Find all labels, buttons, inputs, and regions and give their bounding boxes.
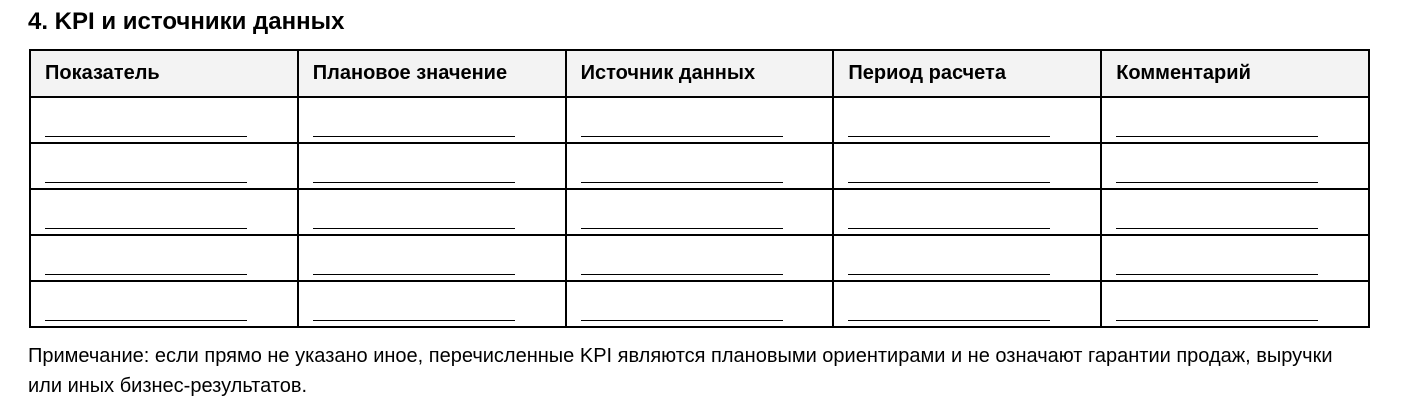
disclaimer-note: Примечание: если прямо не указано иное, перечисленные KPI являются плановыми ориентирами и не означают гарантии продаж, выручки или иных бизнес-результатов.	[28, 345, 1333, 397]
fill-in-blank[interactable]	[848, 248, 1050, 275]
fill-in-blank[interactable]	[848, 294, 1050, 321]
table-cell[interactable]	[298, 281, 566, 327]
fill-in-blank[interactable]	[313, 110, 515, 137]
header-comment: Комментарий	[1101, 50, 1369, 97]
table-cell[interactable]	[833, 281, 1101, 327]
table-cell[interactable]	[833, 235, 1101, 281]
fill-in-blank[interactable]	[313, 248, 515, 275]
table-row	[30, 235, 1369, 281]
table-cell[interactable]	[30, 189, 298, 235]
fill-in-blank[interactable]	[45, 110, 247, 137]
fill-in-blank[interactable]	[581, 156, 783, 183]
table-cell[interactable]	[30, 281, 298, 327]
table-cell[interactable]	[298, 235, 566, 281]
table-cell[interactable]	[566, 189, 834, 235]
fill-in-blank[interactable]	[1116, 202, 1318, 229]
kpi-table	[29, 49, 1370, 328]
fill-in-blank[interactable]	[1116, 248, 1318, 275]
table-cell[interactable]	[1101, 235, 1369, 281]
fill-in-blank[interactable]	[313, 294, 515, 321]
header-planned-value: Плановое значение	[298, 50, 566, 97]
table-cell[interactable]	[298, 97, 566, 143]
table-cell[interactable]	[566, 235, 834, 281]
table-cell[interactable]	[298, 189, 566, 235]
fill-in-blank[interactable]	[581, 248, 783, 275]
table-cell[interactable]	[833, 189, 1101, 235]
fill-in-blank[interactable]	[45, 202, 247, 229]
fill-in-blank[interactable]	[45, 294, 247, 321]
table-row	[30, 189, 1369, 235]
section-title: 4. KPI и источники данных	[28, 8, 345, 35]
table-row	[30, 97, 1369, 143]
fill-in-blank[interactable]	[848, 110, 1050, 137]
table-cell[interactable]	[1101, 281, 1369, 327]
table-cell[interactable]	[566, 281, 834, 327]
fill-in-blank[interactable]	[581, 202, 783, 229]
table-row	[30, 143, 1369, 189]
table-header-row	[30, 50, 1369, 97]
table-cell[interactable]	[833, 143, 1101, 189]
fill-in-blank[interactable]	[581, 294, 783, 321]
fill-in-blank[interactable]	[45, 156, 247, 183]
table-cell[interactable]	[298, 143, 566, 189]
table-cell[interactable]	[30, 143, 298, 189]
fill-in-blank[interactable]	[45, 248, 247, 275]
table-cell[interactable]	[30, 235, 298, 281]
fill-in-blank[interactable]	[313, 156, 515, 183]
header-data-source: Источник данных	[566, 50, 834, 97]
table-cell[interactable]	[1101, 189, 1369, 235]
fill-in-blank[interactable]	[1116, 294, 1318, 321]
table-cell[interactable]	[566, 97, 834, 143]
fill-in-blank[interactable]	[848, 156, 1050, 183]
table-row	[30, 281, 1369, 327]
fill-in-blank[interactable]	[848, 202, 1050, 229]
fill-in-blank[interactable]	[1116, 110, 1318, 137]
table-cell[interactable]	[833, 97, 1101, 143]
fill-in-blank[interactable]	[313, 202, 515, 229]
header-calculation-period: Период расчета	[833, 50, 1101, 97]
table-cell[interactable]	[566, 143, 834, 189]
header-indicator: Показатель	[30, 50, 298, 97]
table-cell[interactable]	[1101, 143, 1369, 189]
table-cell[interactable]	[1101, 97, 1369, 143]
fill-in-blank[interactable]	[1116, 156, 1318, 183]
table-cell[interactable]	[30, 97, 298, 143]
fill-in-blank[interactable]	[581, 110, 783, 137]
